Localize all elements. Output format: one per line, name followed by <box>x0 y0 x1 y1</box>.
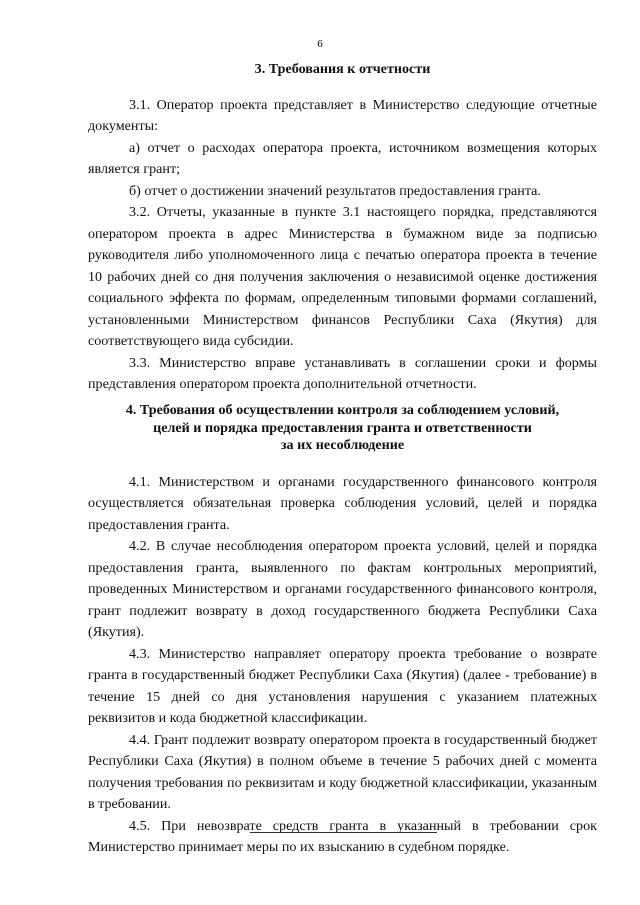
section-3-title: 3. Требования к отчетности <box>254 61 431 77</box>
paragraph-3-1: 3.1. Оператор проекта представляет в Министерство следующие отчетные документы: <box>88 96 597 134</box>
section-4-title-line-1: 4. Требования об осуществлении контроля за соблюдением условий, <box>125 402 560 418</box>
paragraph-3-2: 3.2. Отчеты, указанные в пункте 3.1 настоящего порядка, представляются оператором проекта в адрес Министерства в бумажном виде за подписью руководителя либо уполномоченного лица с печатью оператора проекта в течение 10 рабочих дней со дня получения заключения о независимой оценке достижения социального эффекта по формам, определенным типовыми формами соглашений, установленными Министерством финансов Республики Саха (Якутия) для соответствующего вида субсидии. <box>88 204 597 349</box>
section-3 <box>88 61 597 396</box>
footer-divider <box>250 832 437 833</box>
section-4-title-line-2: целей и порядка предоставления гранта и ответственности <box>153 419 532 436</box>
paragraph-4-4: 4.4. Грант подлежит возврату оператором проекта в государственный бюджет Республики Саха (Якутия) в полном объеме в течение 5 рабочих дней с момента получения требования по реквизитам и коду бюджетной классификации, указанным в требовании. <box>88 731 597 812</box>
paragraph-4-2: 4.2. В случае несоблюдения оператором проекта условий, целей и порядка предоставления гранта, выявленного по фактам контрольных мероприятий, проведенных Министерством и органами государственного финансового контроля, грант подлежит возврату в доход государственного бюджета Республики Саха (Якутия). <box>88 538 597 640</box>
page-number: 6 <box>317 38 323 50</box>
paragraph-3-3: 3.3. Министерство вправе устанавливать в соглашении сроки и формы представления оператором проекта дополнительной отчетности. <box>88 354 597 392</box>
paragraph-4-5: 4.5. При невозврате средств гранта в указанный в требовании срок Министерство принимает меры по их взысканию в судебном порядке. <box>88 817 597 855</box>
paragraph-4-1: 4.1. Министерством и органами государственного финансового контроля осуществляется обязательная проверка соблюдения условий, целей и порядка предоставления гранта. <box>88 473 597 533</box>
paragraph-3-1-a: а) отчет о расходах оператора проекта, источником возмещения которых является грант; <box>88 139 597 177</box>
paragraph-4-3: 4.3. Министерство направляет оператору проекта требование о возврате гранта в государственный бюджет Республики Саха (Якутия) (далее - требование) в течение 15 дней со дня установления нарушения с указанием платежных реквизитов и кода бюджетной классификации. <box>88 645 597 726</box>
section-4-title-line-3: за их несоблюдение <box>280 437 405 453</box>
section-4 <box>88 402 597 859</box>
section-4-title <box>88 402 597 455</box>
paragraph-3-1-b: б) отчет о достижении значений результатов предоставления гранта. <box>129 182 541 199</box>
